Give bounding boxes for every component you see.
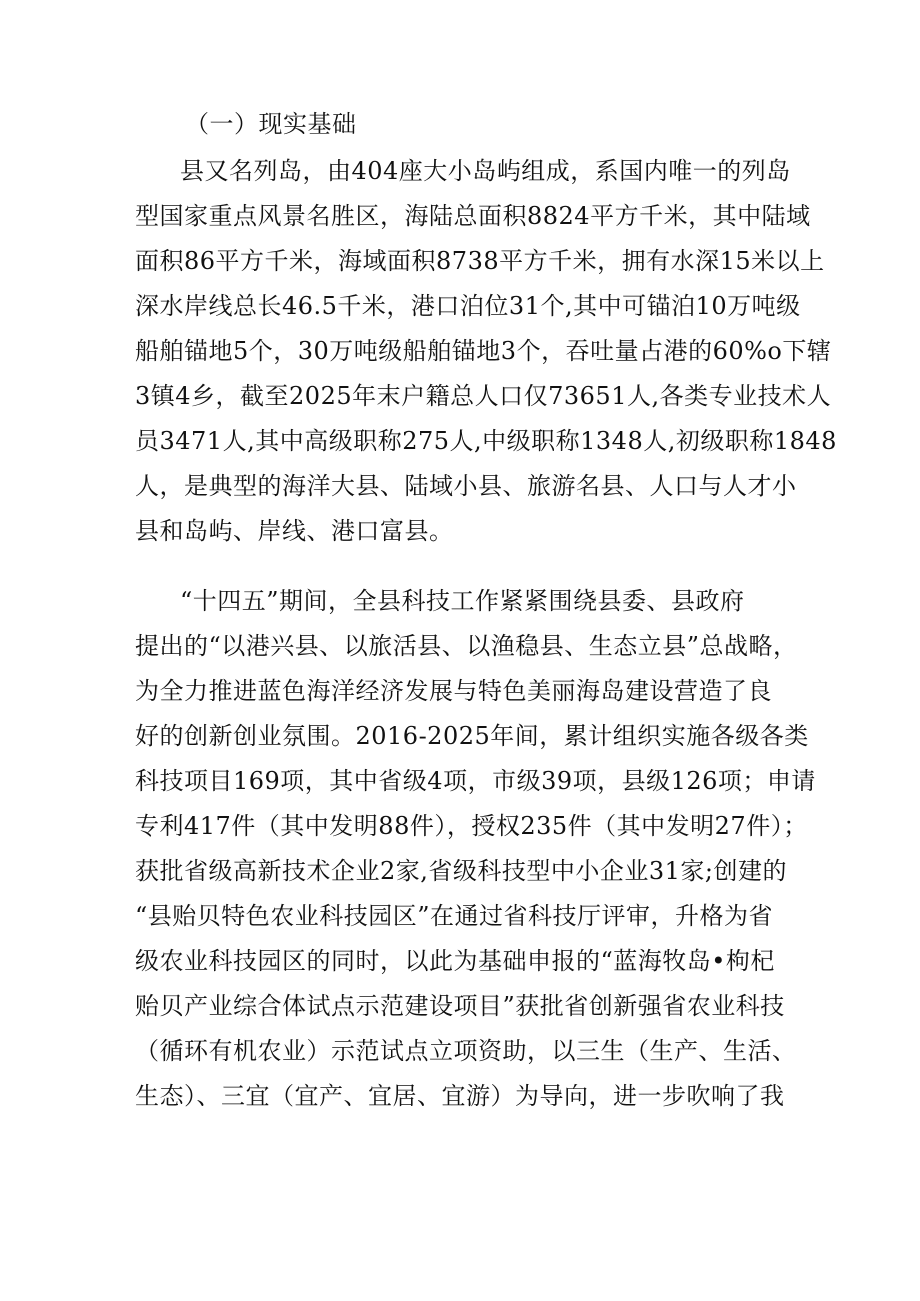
paragraph-2-line: 科技项目169项，其中省级4项，市级39项，县级126项；申请 [135,767,816,795]
paragraph-1-line: 型国家重点风景名胜区，海陆总面积8824平方千米，其中陆域 [135,202,811,230]
paragraph-1-line: 3镇4乡，截至2025年末户籍总人口仅73651人,各类专业技术人 [135,382,832,410]
paragraph-2-line: 获批省级高新技术企业2家,省级科技型中小企业31家;创建的 [135,857,788,885]
paragraph-2-line: 好的创新创业氛围。2016-2025年间，累计组织实施各级各类 [135,722,809,750]
paragraph-1-line: 人，是典型的海洋大县、陆域小县、旅游名县、人口与人才小 [135,472,797,500]
paragraph-1-line: 船舶锚地5个，30万吨级船舶锚地3个，吞吐量占港的60%o下辖 [135,337,832,365]
paragraph-1-line: 面积86平方千米，海域面积8738平方千米，拥有水深15米以上 [135,247,825,275]
paragraph-2-line: 贻贝产业综合体试点示范建设项目”获批省创新强省农业科技 [135,992,785,1020]
paragraph-2-line: 为全力推进蓝色海洋经济发展与特色美丽海岛建设营造了良 [135,677,772,705]
paragraph-2-line: （循环有机农业）示范试点立项资助，以三生（生产、生活、 [135,1037,797,1065]
paragraph-1-line: 县又名列岛，由404座大小岛屿组成，系国内唯一的列岛 [180,157,791,185]
paragraph-2-line: 提出的“以港兴县、以旅活县、以渔稳县、生态立县”总战略， [135,632,798,660]
paragraph-2-line: “十四五”期间，全县科技工作紧紧围绕县委、县政府 [180,587,745,615]
paragraph-2-line: 级农业科技园区的同时，以此为基础申报的“蓝海牧岛•枸杞 [135,947,775,975]
paragraph-2-line: “县贻贝特色农业科技园区”在通过省科技厅评审，升格为省 [135,902,774,930]
paragraph-1-line: 县和岛屿、岸线、港口富县。 [135,517,454,545]
paragraph-1-line: 员3471人,其中高级职称275人,中级职称1348人,初级职称1848 [135,427,837,455]
paragraph-2-line: 专利417件（其中发明88件），授权235件（其中发明27件）； [135,812,808,840]
section-heading: （一）现实基础 [185,110,357,138]
paragraph-2-line: 生态）、三宜（宜产、宜居、宜游）为导向，进一步吹响了我 [135,1082,785,1110]
paragraph-1-line: 深水岸线总长46.5千米，港口泊位31个,其中可锚泊10万吨级 [135,292,801,320]
